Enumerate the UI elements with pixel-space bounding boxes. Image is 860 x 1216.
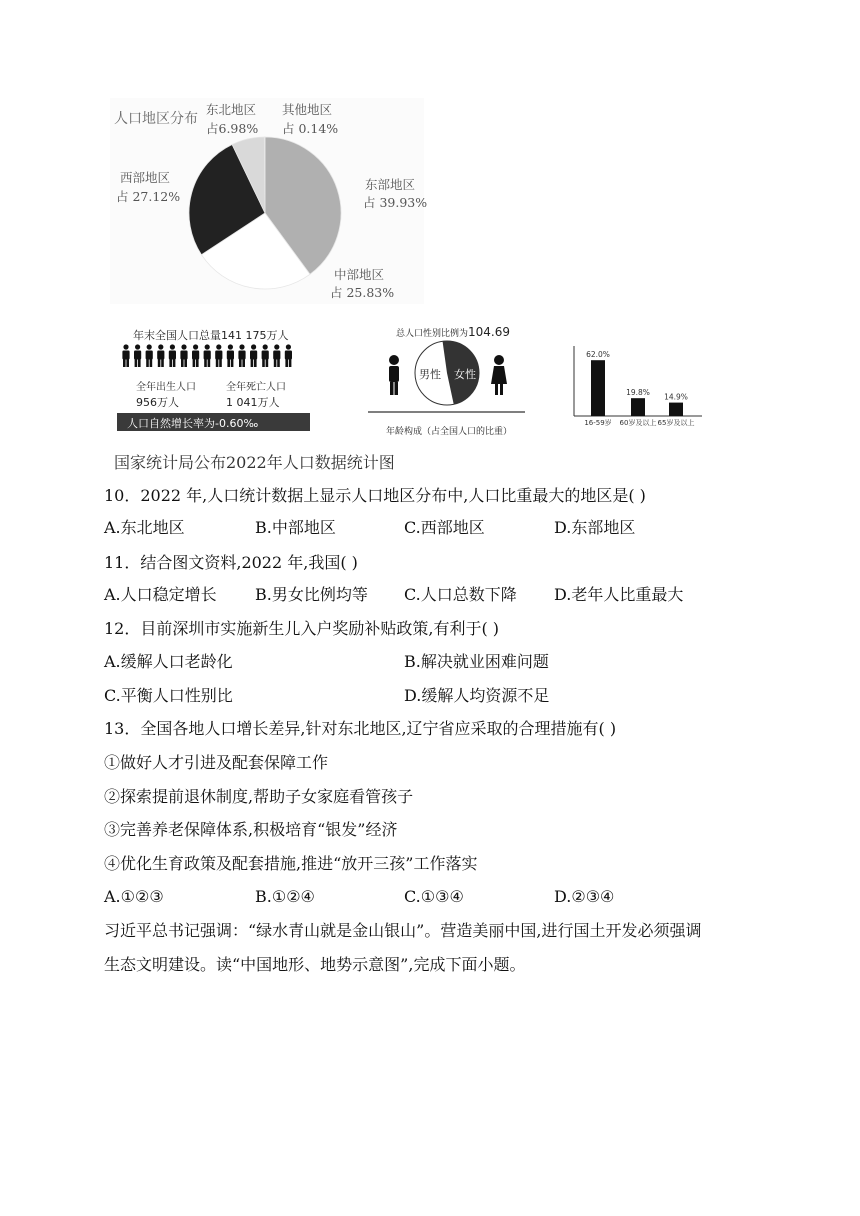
age-bar-category-label: 65岁及以上: [657, 419, 695, 426]
age-bar-category-label: 16-59岁: [584, 419, 612, 426]
q13-option-b[interactable]: B.①②④: [255, 887, 315, 906]
q11-option-d[interactable]: D.老年人比重最大: [554, 585, 684, 604]
person-icon: [192, 344, 199, 367]
q12-option-d[interactable]: D.缓解人均资源不足: [404, 686, 550, 705]
person-icon: [227, 344, 234, 367]
total-population-label: 年末全国人口总量141 175万人: [133, 329, 289, 342]
person-icon: [273, 344, 280, 367]
age-bar-value-label: 14.9%: [664, 392, 688, 402]
male-icon: [389, 355, 399, 395]
male-label: 男性: [419, 368, 441, 381]
birth-label: 全年出生人口: [136, 382, 196, 393]
age-bar-value-label: 62.0%: [586, 350, 610, 360]
female-icon: [491, 355, 507, 395]
q13-option-a[interactable]: A.①②③: [104, 887, 164, 906]
pie-label-other-share: 占 0.14%: [282, 121, 339, 136]
sex-ratio-chart: [368, 338, 538, 418]
person-icon: [262, 344, 269, 367]
person-icon: [169, 344, 176, 367]
sex-ratio-value: 104.69: [468, 325, 511, 339]
death-label: 全年死亡人口: [226, 382, 286, 393]
person-icon: [204, 344, 211, 367]
intro-line-2: 生态文明建设。读“中国地形、地势示意图”,完成下面小题。: [104, 955, 526, 974]
pie-label-northeast-name: 东北地区: [206, 102, 257, 117]
pie-label-west-name: 西部地区: [120, 170, 171, 185]
pie-title: 人口地区分布: [114, 111, 198, 127]
q11-option-a[interactable]: A.人口稳定增长: [104, 585, 217, 604]
pie-label-central-share: 占 25.83%: [330, 285, 395, 300]
age-bar-2: [631, 398, 645, 416]
people-icon-row: [122, 344, 302, 368]
sex-ratio-text: 总人口性别比例为: [396, 329, 469, 339]
death-value: 1 041万人: [226, 396, 280, 409]
birth-value: 956万人: [136, 396, 179, 409]
question-13-stem: 13．全国各地人口增长差异,针对东北地区,辽宁省应采取的合理措施有( ): [104, 719, 617, 738]
pie-label-east-share: 占 39.93%: [363, 195, 428, 210]
age-bar-chart: [566, 346, 706, 426]
q10-option-a[interactable]: A.东北地区: [104, 518, 185, 537]
q13-item-1: ①做好人才引进及配套保障工作: [104, 753, 329, 772]
q13-item-3: ③完善养老保障体系,积极培育“银发”经济: [104, 820, 398, 839]
age-bar-3: [669, 403, 683, 416]
pie-label-other-name: 其他地区: [282, 102, 333, 117]
q11-option-b[interactable]: B.男女比例均等: [255, 585, 368, 604]
q12-option-c[interactable]: C.平衡人口性别比: [104, 686, 233, 705]
person-icon: [146, 344, 153, 367]
person-icon: [285, 344, 292, 367]
q13-option-d[interactable]: D.②③④: [554, 887, 615, 906]
q13-option-c[interactable]: C.①③④: [404, 887, 464, 906]
q10-option-d[interactable]: D.东部地区: [554, 518, 636, 537]
intro-line-1: 习近平总书记强调：“绿水青山就是金山银山”。营造美丽中国,进行国土开发必须强调: [104, 921, 702, 940]
pie-label-west-share: 占 27.12%: [116, 189, 181, 204]
q10-option-b[interactable]: B.中部地区: [255, 518, 336, 537]
q12-option-a[interactable]: A.缓解人口老龄化: [104, 652, 233, 671]
q11-option-c[interactable]: C.人口总数下降: [404, 585, 517, 604]
q13-item-4: ④优化生育政策及配套措施,推进“放开三孩”工作落实: [104, 854, 478, 873]
female-label: 女性: [454, 368, 476, 381]
question-10-stem: 10．2022 年,人口统计数据上显示人口地区分布中,人口比重最大的地区是( ): [104, 486, 646, 505]
pie-label-northeast-share: 占6.98%: [206, 121, 259, 136]
pie-label-central-name: 中部地区: [334, 267, 385, 282]
figure-caption: 国家统计局公布2022年人口数据统计图: [114, 453, 395, 472]
person-icon: [250, 344, 257, 367]
q10-option-c[interactable]: C.西部地区: [404, 518, 485, 537]
person-icon: [180, 344, 187, 367]
age-bar-1: [591, 360, 605, 416]
person-icon: [215, 344, 222, 367]
question-12-stem: 12．目前深圳市实施新生儿入户奖励补贴政策,有利于( ): [104, 619, 500, 638]
age-bar-category-label: 60岁及以上: [619, 419, 657, 426]
question-11-stem: 11．结合图文资料,2022 年,我国( ): [104, 553, 358, 572]
q13-item-2: ②探索提前退休制度,帮助子女家庭看管孩子: [104, 787, 414, 806]
growth-rate-banner: [117, 413, 310, 431]
person-icon: [122, 344, 129, 367]
age-bar-value-label: 19.8%: [626, 388, 650, 398]
person-icon: [134, 344, 141, 367]
person-icon: [157, 344, 164, 367]
growth-rate-text: 人口自然增长率为-0.60‰: [127, 417, 259, 430]
pie-label-east-name: 东部地区: [365, 177, 416, 192]
sex-ratio-label: [396, 325, 510, 339]
age-caption: 年龄构成（占全国人口的比重）: [386, 427, 513, 437]
q12-option-b[interactable]: B.解决就业困难问题: [404, 652, 549, 671]
person-icon: [238, 344, 245, 367]
